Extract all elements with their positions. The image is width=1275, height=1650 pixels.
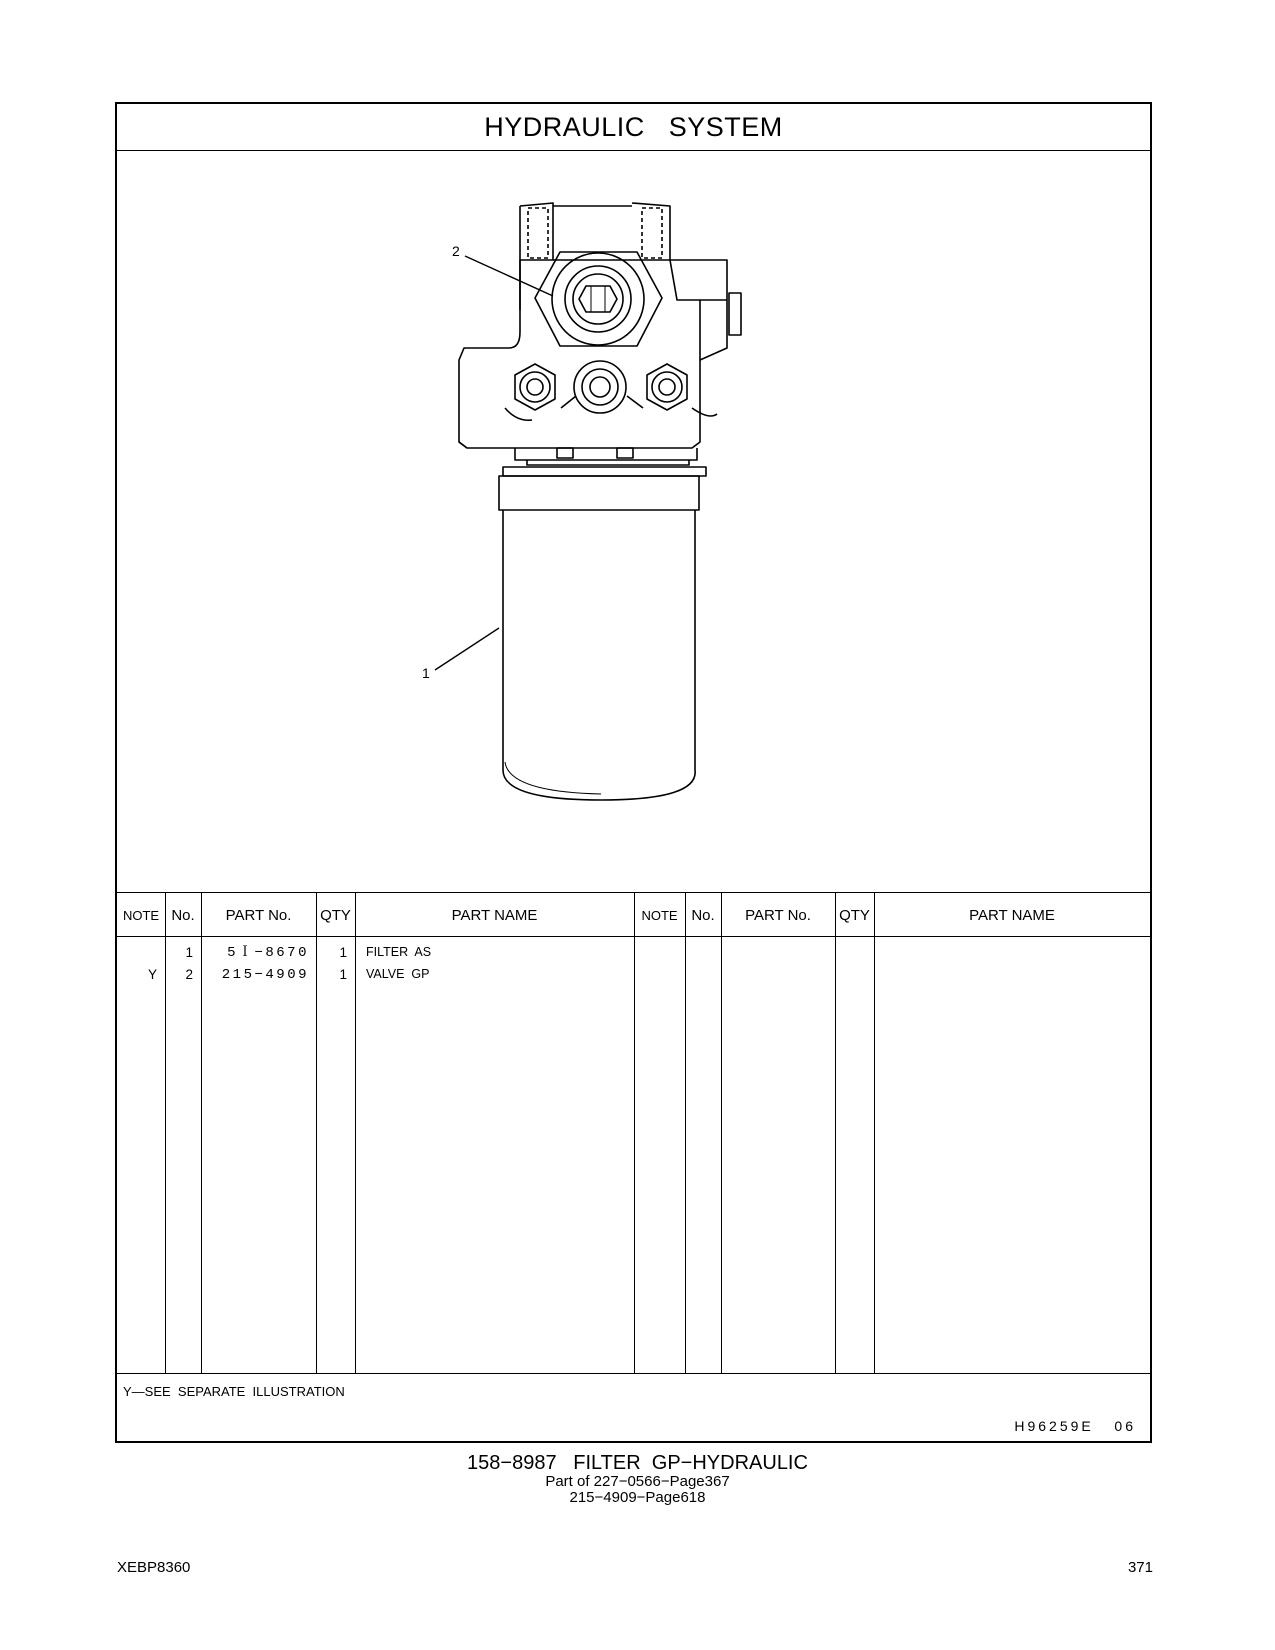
header-no-right: No. (691, 906, 715, 924)
row2-qty: 1 (339, 967, 347, 982)
header-qty-right: QTY (839, 906, 870, 924)
header-part-no: PART No. (225, 906, 292, 924)
col-divider (316, 893, 317, 1373)
illustration-code: H96259E 06 (1014, 1418, 1136, 1434)
col-divider (874, 893, 875, 1373)
row1-no: 1 (185, 945, 193, 960)
header-part-name: PART NAME (451, 906, 538, 924)
header-note-right: NOTE (641, 907, 678, 923)
caption-page-ref: 215−4909−Page618 (569, 1489, 706, 1506)
caption-part-of: Part of 227−0566−Page367 (545, 1473, 730, 1490)
row2-part-no: 215−4909 (221, 967, 309, 983)
document-id: XEBP8360 (117, 1559, 191, 1576)
header-part-name-right: PART NAME (969, 906, 1055, 924)
parts-page-frame (115, 102, 1152, 1443)
filter-drawing (117, 150, 1150, 892)
row1-part-no: 5Ｉ−8670 (227, 945, 309, 961)
col-divider (685, 893, 686, 1373)
callout-label-1: 1 (422, 665, 430, 681)
col-divider-center (634, 893, 635, 1373)
header-no: No. (171, 906, 195, 924)
col-divider (201, 893, 202, 1373)
row2-no: 2 (185, 967, 193, 982)
col-divider (165, 893, 166, 1373)
filter-illustration (117, 150, 1150, 892)
row1-qty: 1 (339, 945, 347, 960)
header-qty: QTY (320, 906, 351, 924)
col-divider (355, 893, 356, 1373)
parts-table (117, 892, 1150, 1374)
header-note: NOTE (122, 907, 160, 923)
notes-area (117, 1374, 1150, 1443)
callout-leader-1 (435, 628, 499, 670)
callout-label-2: 2 (452, 243, 460, 259)
page-number: 371 (1127, 1559, 1153, 1576)
caption-title: 158−8987 FILTER GP−HYDRAULIC (467, 1452, 808, 1474)
header-part-no-right: PART No. (745, 906, 811, 924)
row2-note: Y (147, 967, 157, 982)
row2-part-name: VALVE GP (366, 967, 430, 981)
col-divider (721, 893, 722, 1373)
figure-caption (0, 1452, 1275, 1506)
callout-leader-2 (465, 256, 553, 296)
col-divider (835, 893, 836, 1373)
section-title: HYDRAULIC SYSTEM (117, 104, 1150, 151)
legend-note: Y—SEE SEPARATE ILLUSTRATION (123, 1384, 345, 1399)
row1-part-name: FILTER AS (366, 945, 432, 959)
